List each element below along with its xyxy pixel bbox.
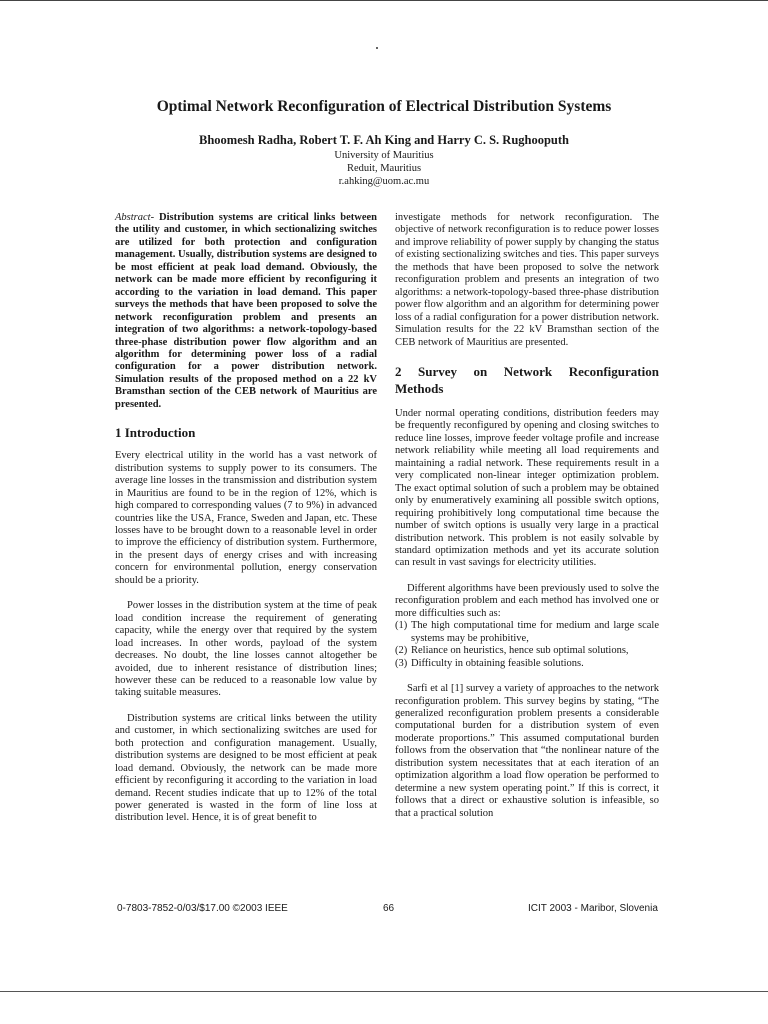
intro-continuation: investigate methods for network reconfiguration. The objective of network reconfiguration is to reduce power losses and improve reliability of power supply by changing the status of existing sectionalizing switches and ties. This paper surveys the methods that have been proposed to solve the network reconfiguration problem and presents an integration of two algorithms: a network-topology-based three-phase distribution power flow algorithm and an algorithm for determining power loss of a radial configuration for a power distribution network. Simulation results for the 22 kV Bramsthan section of the CEB network of Mauritius are presented. xyxy=(395,212,659,348)
top-border-line xyxy=(0,0,768,1)
section-2-word-reconfiguration: Reconfiguration xyxy=(568,363,659,379)
abstract-body: Distribution systems are critical links between the utility and customer, in which sectionalizing switches are utilized for both protection and configuration management. Usually, distribution systems are designed to be most efficient at peak load demand. Obviously, the network can be made more efficient by reconfiguring it according to the variation in load demand. This paper surveys the methods that have been proposed to solve the network reconfiguration problem and presents an integration of two algorithms: a network-topology-based three-phase distribution power flow algorithm and an algorithm for determining power loss of a radial configuration for a power distribution network. Simulation results of the proposed method on a 22 kV Bramsthan section of the CEB network of Mauritius are presented. xyxy=(115,212,377,410)
section-2-word-methods: Methods xyxy=(395,380,444,396)
difficulty-item xyxy=(395,620,659,645)
difficulty-item xyxy=(395,658,659,670)
affiliation-email: r.ahking@uom.ac.mu xyxy=(338,176,430,187)
footer-copyright: 0-7803-7852-0/03/$17.00 ©2003 IEEE xyxy=(117,903,288,914)
left-column xyxy=(115,212,377,825)
paper-title: Optimal Network Reconfiguration of Electrical Distribution Systems xyxy=(156,98,612,115)
intro-paragraph-3: Distribution systems are critical links between the utility and customer, in which sectionalizing switches are used for both protection and configuration management. Usually, distribution systems are designed to be most efficient at peak load demand. Obviously, the network can be made more efficient by reconfiguring it according to the variation in load demand. Recent studies indicate that up to 12% of the total power generated is wasted in the form of line loss at distribution level. Hence, it is of great benefit to xyxy=(115,712,377,824)
difficulty-number: (3) xyxy=(395,657,408,669)
difficulty-text: Reliance on heuristics, hence sub optimal solutions, xyxy=(411,645,629,657)
section-2-word-survey: Survey xyxy=(418,363,458,379)
intro-paragraph-1: Every electrical utility in the world has a vast network of distribution systems to supply power to its consumers. The average line losses in the transmission and distribution system in Mauritius are found to be in the region of 12%, which is high compared to corresponding values (7 to 9%) in advanced countries like the USA, France, Sweden and Japan, etc. These losses have to be brought down to a reasonable level in order to improve the efficiency of distribution system. Furthermore, in the present days of energy crises and with increasing concern for environmental pollution, energy conservation should be a priority. xyxy=(115,450,377,586)
right-column xyxy=(395,212,659,820)
affiliation-university: University of Mauritius xyxy=(334,150,434,161)
affiliation-city: Reduit, Mauritius xyxy=(346,163,422,174)
abstract-lead: Abstract- xyxy=(115,212,155,223)
section-1-heading: 1 Introduction xyxy=(115,425,196,441)
bottom-border-line xyxy=(0,991,768,992)
section-2-heading xyxy=(395,363,659,397)
paper-authors: Bhoomesh Radha, Robert T. F. Ah King and Harry C. S. Rughooputh xyxy=(199,133,569,147)
abstract xyxy=(115,212,377,411)
survey-paragraph-2: Different algorithms have been previously used to solve the reconfiguration problem and each method has involved one or more difficulties such as: xyxy=(395,582,659,619)
difficulty-item xyxy=(395,645,659,657)
difficulty-text: Difficulty in obtaining feasible solutions. xyxy=(411,657,584,669)
section-2-word-network: Network xyxy=(503,363,553,379)
difficulty-text: The high computational time for medium and large scale systems may be prohibitive, xyxy=(411,620,659,644)
intro-paragraph-2: Power losses in the distribution system at the time of peak load condition increase the requirement of generating capacity, while the energy over that required by the system load increases. In other words, payload of the system decreases. No doubt, the line losses cannot altogether be avoided, due to inherent resistance of distribution lines; however these can be reduced to a reasonable low value by taking suitable measures. xyxy=(115,600,377,699)
footer-page-number: 66 xyxy=(383,903,395,914)
survey-paragraph-1: Under normal operating conditions, distribution feeders may be frequently reconfigured by opening and closing switches to reduce line losses, improve feeder voltage profile and increase network reliability while meeting all load requirements and maintaining a radial network. These requirements result in a very complicated non-linear integer optimization problem. The exact optimal solution of such a problem may be obtained only by enumeratively examining all possible switch options, requiring prohibitively long computational time because the number of switch options is usually very large in a practical distribution network. This problem is not easily solvable by standard optimization methods and yet its accurate solution can result in vast savings for electricity utilities. xyxy=(395,407,659,569)
difficulty-number: (2) xyxy=(395,645,408,657)
survey-paragraph-3: Sarfi et al [1] survey a variety of approaches to the network reconfiguration problem. This survey begins by stating, “The generalized reconfiguration problem presents a considerable computational burden for a distribution system of even moderate proportions.” This assumed computational burden follows from the observation that “the nonlinear nature of the distribution system necessitates that at each iteration of an optimization algorithm a load flow operation be performed to determine a new system operating point.” If this is correct, it follows that a direct or exhaustive solution is infeasible, so that a practical solution xyxy=(395,683,659,819)
section-2-number: 2 xyxy=(395,363,402,379)
footer-conference: ICIT 2003 - Maribor, Slovenia xyxy=(528,903,658,914)
difficulty-number: (1) xyxy=(395,620,408,632)
speck-mark xyxy=(376,47,378,49)
section-2-word-on: on xyxy=(473,363,488,379)
